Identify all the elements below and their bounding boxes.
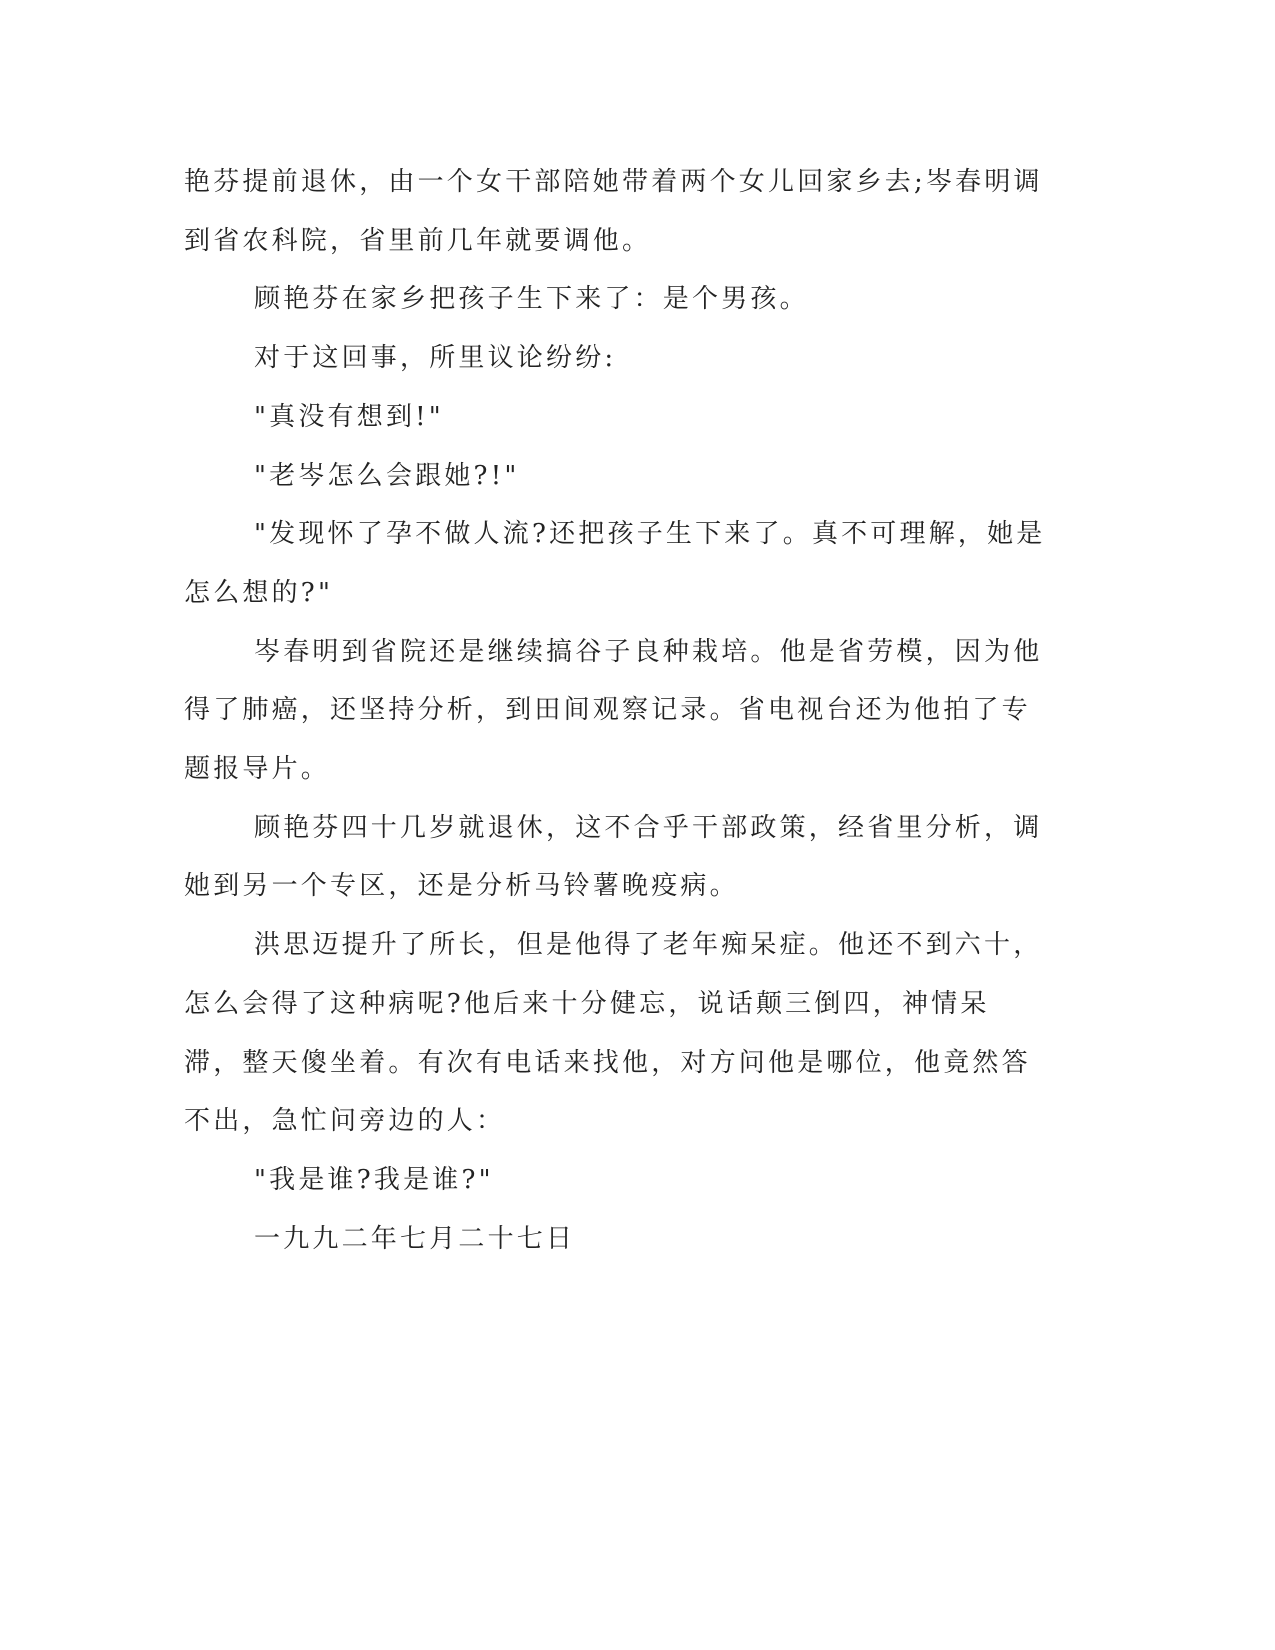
paragraph: "老岑怎么会跟她?!" bbox=[254, 460, 520, 491]
paragraph: "我是谁?我是谁?" bbox=[254, 1164, 494, 1195]
paragraph: 对于这回事，所里议论纷纷: bbox=[254, 343, 617, 374]
date-line: 一九九二年七月二十七日 bbox=[254, 1223, 576, 1254]
paragraph: "真没有想到!" bbox=[254, 401, 444, 432]
document-body bbox=[184, 153, 1046, 1268]
paragraph: 顾艳芬四十几岁就退休，这不合乎干部政策，经省里分析，调她到另一个专区，还是分析马铃薯晚疫病。 bbox=[184, 812, 1043, 902]
paragraph: 洪思迈提升了所长，但是他得了老年痴呆症。他还不到六十，怎么会得了这种病呢?他后来十分健忘，说话颠三倒四，神情呆滞，整天傻坐着。有次有电话来找他，对方问他是哪位，他竟然答不出，急忙问旁边的人： bbox=[184, 930, 1043, 1137]
paragraph: "发现怀了孕不做人流?还把孩子生下来了。真不可理解，她是怎么想的?" bbox=[184, 519, 1046, 608]
paragraph: 顾艳芬在家乡把孩子生下来了：是个男孩。 bbox=[254, 284, 809, 315]
paragraph: 艳芬提前退休，由一个女干部陪她带着两个女儿回家乡去;岑春明调到省农科院，省里前几年就要调他。 bbox=[184, 167, 1043, 256]
paragraph: 岑春明到省院还是继续搞谷子良种栽培。他是省劳模，因为他得了肺癌，还坚持分析，到田间观察记录。省电视台还为他拍了专题报导片。 bbox=[184, 636, 1043, 785]
